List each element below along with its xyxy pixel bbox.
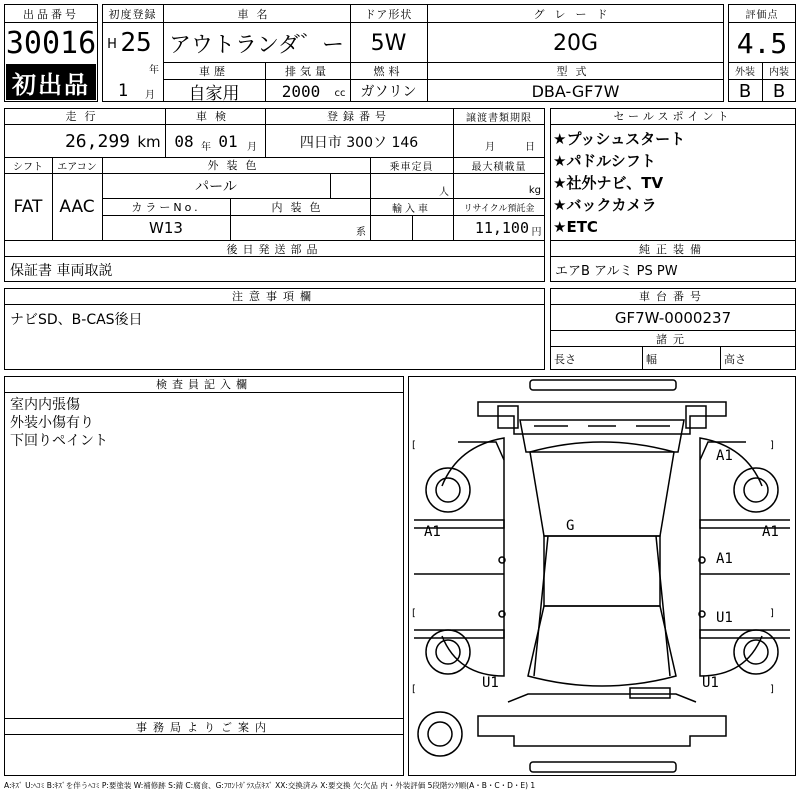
score-value: 4.5 (736, 26, 788, 60)
shift-label: シフト (13, 161, 43, 173)
wheel-rear-right (734, 630, 778, 674)
lot-number: 30016 (5, 25, 97, 61)
load-label: 最大積載量 (471, 161, 527, 173)
capacity-label: 乗車定員 (389, 161, 434, 173)
office-label: 事務局よりご案内 (136, 720, 272, 734)
history-value: 自家用 (188, 83, 240, 102)
car-name: アウトランダ゛ー (168, 32, 345, 58)
shift-value: FAT (13, 197, 43, 217)
transfer-label: 譲渡書類期限 (466, 112, 532, 124)
inspector-line-2: 外装小傷有り (10, 415, 94, 431)
exterior-grade: B (738, 80, 752, 102)
spare-wheel (418, 712, 462, 756)
model-label: 型式 (556, 64, 595, 78)
legend-text: A:ｷｽﾞ U:ﾍｺﾐ B:ｷｽﾞを伴うﾍｺﾐ P:要塗装 W:補修跡 S:錆 C:腐食、G:ﾌﾛﾝﾄｶﾞﾗｽ点ｷｽﾞ XX:交換済み X:要交換 欠:欠品 内・外装評価 5段階ﾗﾝｸ順(A・B・C・D・E) 1 (4, 781, 536, 790)
dimensions-label: 諸元 (656, 332, 690, 346)
sales-point-2: ★パドルシフト (553, 151, 656, 170)
recycle-value: 11,100 (474, 219, 529, 237)
bracket-mr: ] (770, 608, 774, 619)
mark-left-side: A1 (424, 524, 441, 540)
int-color-unit: 系 (356, 226, 366, 238)
inspector-line-1: 室内内張傷 (10, 397, 80, 413)
later-parts-value: 保証書 車両取説 (10, 262, 113, 279)
inspection-month: 01 (218, 132, 238, 151)
later-parts-label: 後日発送部品 (226, 242, 323, 256)
first-reg-year: 25 (120, 28, 152, 58)
mark-front-right-door: A1 (716, 551, 733, 567)
mileage-value: 26,299 (64, 131, 130, 152)
first-listing-badge: 初出品 (6, 64, 96, 100)
grade-label: グレード (533, 7, 618, 21)
length-label: 長さ (554, 353, 576, 366)
capacity-unit: 人 (439, 186, 449, 198)
ext-color-label: 外装色 (207, 159, 265, 172)
recycle-unit: 円 (531, 226, 542, 238)
front-bumper (530, 380, 676, 390)
int-color-label: 内装色 (271, 201, 329, 214)
inspector-label: 検査員記入欄 (156, 378, 252, 391)
mark-rear-right-quarter: U1 (702, 675, 719, 691)
color-no-label: カラーNo. (131, 201, 201, 214)
load-unit: kg (528, 184, 541, 196)
exterior-label: 外装 (735, 67, 755, 78)
doors-value: 5W (370, 30, 407, 56)
bracket-ml: [ (412, 608, 416, 619)
mark-front-right-fender: A1 (716, 448, 733, 464)
grade-value: 20G (552, 30, 599, 56)
mark-right-side: A1 (762, 524, 779, 540)
mark-rear-left-quarter: U1 (482, 675, 499, 691)
fuel-label: 燃料 (373, 64, 404, 78)
wheel-rear-left (426, 630, 470, 674)
notes-text: ナビSD、B-CAS後日 (10, 312, 143, 328)
month-unit: 月 (145, 89, 155, 101)
mileage-label: 走行 (65, 110, 104, 123)
height-label: 高さ (724, 353, 746, 366)
reg-number: 四日市 300ソ 146 (299, 134, 419, 151)
transfer-month-unit: 月 (485, 141, 495, 153)
import-label: 輸入車 (392, 203, 431, 215)
reg-label: 登録番号 (327, 110, 391, 123)
mileage-unit: km (137, 132, 161, 151)
bracket-rl: [ (412, 684, 416, 695)
ac-label: エアコン (57, 161, 97, 173)
mark-glass: G (566, 518, 575, 534)
year-unit: 年 (149, 64, 159, 76)
bracket-fl: [ (412, 440, 416, 451)
sales-points-label: セールスポイント (613, 110, 733, 123)
era-label: H (107, 36, 117, 52)
rear-bumper (530, 762, 676, 772)
car-diagram (408, 376, 796, 776)
equipment-value: エアB アルミ PS PW (555, 264, 678, 279)
first-reg-month: 1 (117, 81, 129, 101)
first-reg-label: 初度登録 (108, 7, 157, 21)
lot-label: 出品番号 (23, 7, 79, 21)
fuel-value: ガソリン (360, 84, 417, 100)
inspector-line-3: 下回りペイント (10, 433, 108, 449)
score-label: 評価点 (745, 10, 779, 21)
car-name-label: 車名 (237, 7, 276, 21)
displacement-unit: cc (334, 87, 346, 99)
interior-grade: B (772, 80, 786, 102)
interior-label: 内装 (769, 67, 789, 78)
transfer-day-unit: 日 (525, 141, 535, 153)
sales-point-5: ★ETC (553, 218, 598, 236)
ac-value: AAC (59, 197, 95, 217)
bracket-rr: ] (770, 684, 774, 695)
inspection-year: 08 (174, 132, 194, 151)
recycle-label: リサイクル預託金 (463, 203, 535, 214)
bracket-fr: ] (770, 440, 774, 451)
doors-label: ドア形状 (364, 7, 413, 21)
notes-label: 注意事項欄 (232, 290, 317, 303)
history-label: 車歴 (199, 64, 229, 78)
color-no-value: W13 (149, 219, 183, 237)
sales-point-1: ★プッシュスタート (553, 129, 686, 148)
inspection-year-unit: 年 (201, 141, 211, 153)
chassis-number: GF7W-0000237 (614, 308, 732, 327)
width-label: 幅 (646, 353, 657, 366)
displacement-label: 排気量 (285, 64, 330, 78)
model-value: DBA-GF7W (531, 81, 620, 101)
ext-color-value: パール (195, 179, 237, 195)
sales-point-4: ★バックカメラ (553, 195, 657, 214)
chassis-label: 車台番号 (639, 290, 707, 303)
inspection-month-unit: 月 (247, 141, 257, 153)
mark-rear-right-door: U1 (716, 610, 733, 626)
inspection-label: 車検 (196, 110, 234, 123)
equipment-label: 純正装備 (639, 242, 707, 256)
displacement-value: 2000 (281, 81, 321, 101)
sales-point-3: ★社外ナビ、TV (553, 173, 664, 192)
